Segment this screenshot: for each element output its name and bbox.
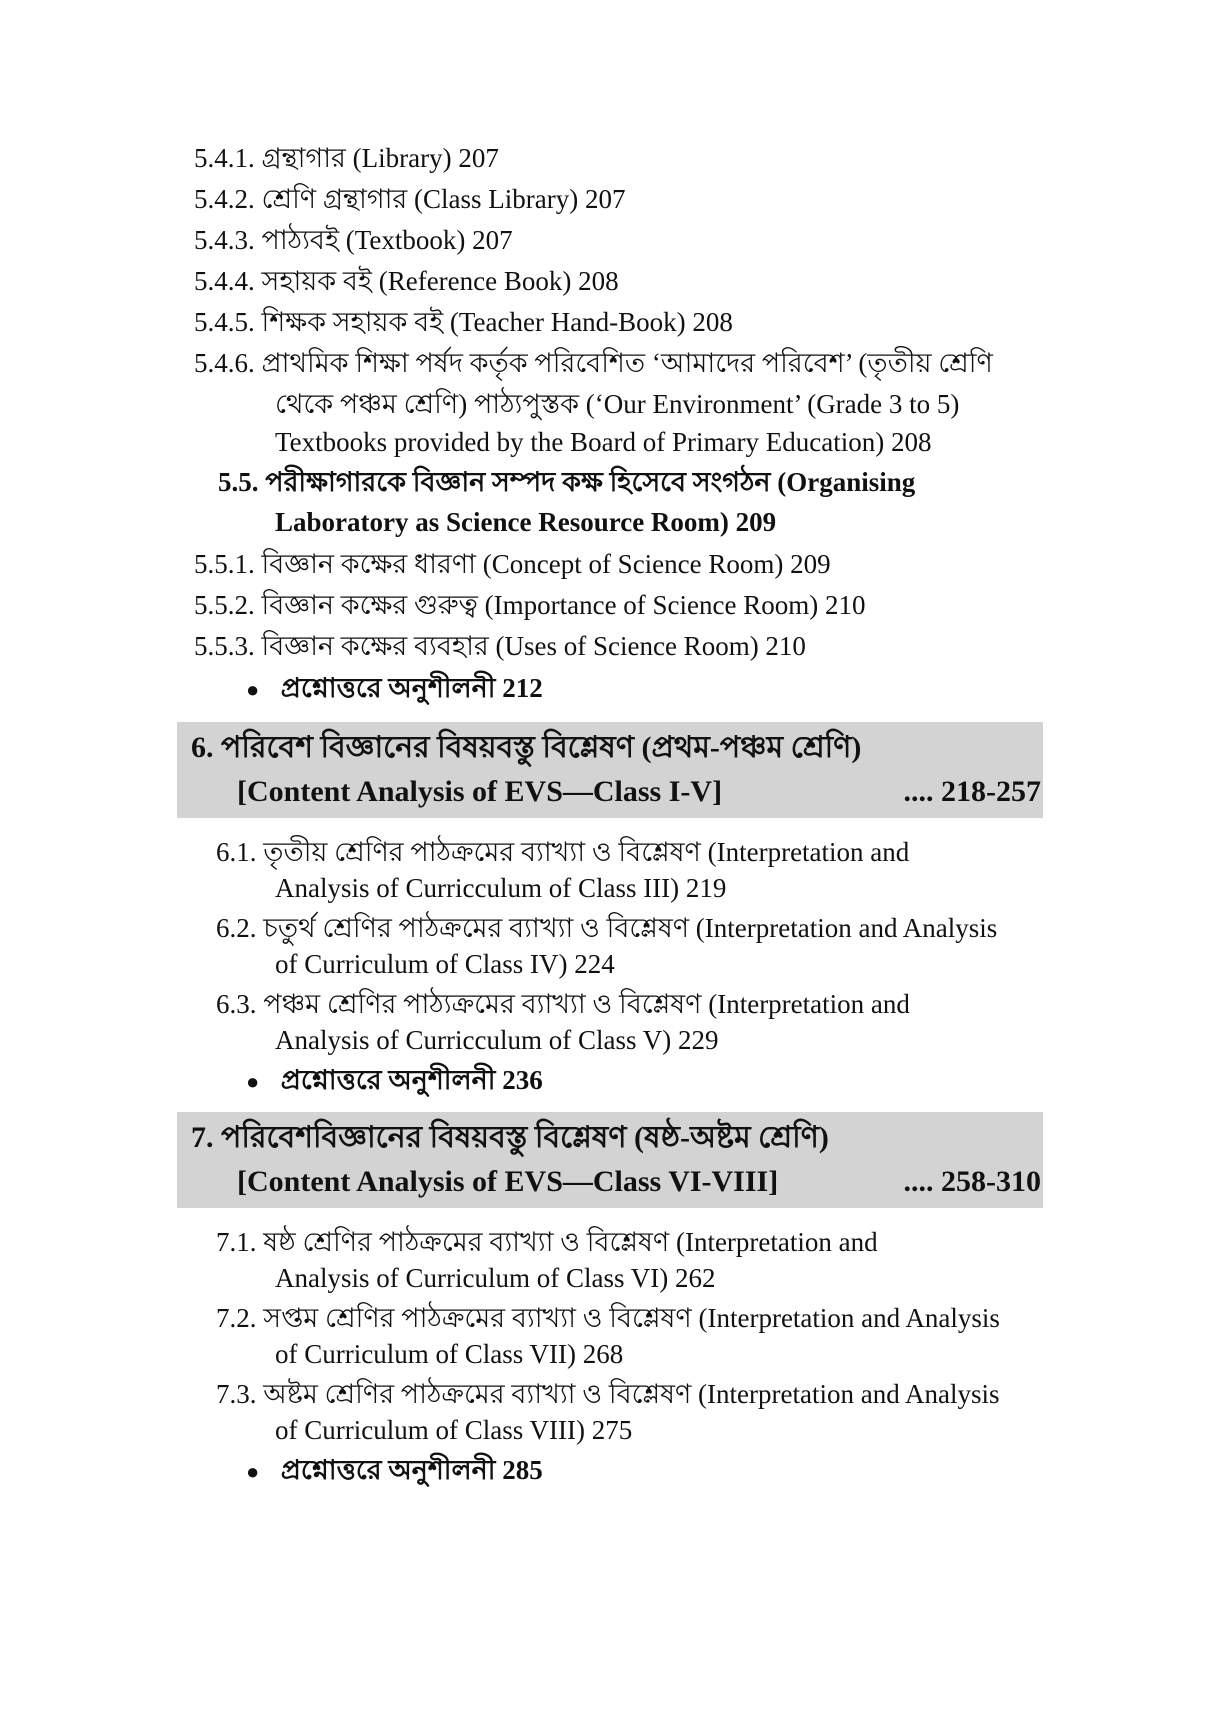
entry-text: সহায়ক বই (Reference Book) 208 [261, 266, 619, 296]
entry-text-line-1: ষষ্ঠ শ্রেণির পাঠক্রমের ব্যাখ্যা ও বিশ্লেষণ (Interpretation and [263, 1227, 878, 1257]
toc-entry-5-4-2 [194, 181, 625, 217]
toc-entry-5-4-1 [194, 140, 499, 176]
entry-number: 5.5.2. [194, 590, 255, 620]
entry-number: 6.2. [216, 913, 257, 943]
entry-text: পাঠ্যবই (Textbook) 207 [261, 225, 513, 255]
entry-number: 5.4.5. [194, 307, 255, 337]
toc-entry-5-4-4 [194, 263, 619, 299]
entry-text: বিজ্ঞান কক্ষের ধারণা (Concept of Science Room) 209 [261, 549, 831, 579]
toc-entry-5-4-6-cont-1: থেকে পঞ্চম শ্রেণি) পাঠ্যপুস্তক (‘Our Environment’ (Grade 3 to 5) [275, 389, 960, 419]
toc-entry-7-2-cont: of Curriculum of Class VII) 268 [275, 1339, 624, 1369]
entry-text-line-1: তৃতীয় শ্রেণির পাঠক্রমের ব্যাখ্যা ও বিশ্লেষণ (Interpretation and [263, 837, 910, 867]
entry-number: 7.3. [216, 1379, 257, 1409]
chapter-7-title-en: [Content Analysis of EVS—Class VI-VIII] [237, 1165, 779, 1198]
chapter-6-page-range: .... 218-257 [903, 775, 1041, 808]
entry-text-line-1: সপ্তম শ্রেণির পাঠক্রমের ব্যাখ্যা ও বিশ্লেষণ (Interpretation and Analysis [263, 1303, 1000, 1333]
toc-entry-6-1 [216, 834, 909, 870]
section-number: 5.5. [218, 467, 259, 497]
entry-text: গ্রন্থাগার (Library) 207 [261, 143, 499, 173]
entry-number: 5.4.3. [194, 225, 255, 255]
section-heading-5-5-cont: Laboratory as Science Resource Room) 209 [275, 507, 777, 537]
chapter-6-title-en: [Content Analysis of EVS—Class I-V] [237, 775, 723, 808]
entry-text-line-1: অষ্টম শ্রেণির পাঠক্রমের ব্যাখ্যা ও বিশ্লেষণ (Interpretation and Analysis [263, 1379, 1000, 1409]
entry-number: 7.1. [216, 1227, 257, 1257]
entry-text-line-1: পঞ্চম শ্রেণির পাঠ্যক্রমের ব্যাখ্যা ও বিশ্লেষণ (Interpretation and [263, 989, 910, 1019]
toc-entry-7-1-cont: Analysis of Curriculum of Class VI) 262 [275, 1263, 716, 1293]
toc-entry-6-3-cont: Analysis of Curricculum of Class V) 229 [275, 1025, 719, 1055]
exercise-entry-7 [246, 1452, 543, 1490]
entry-number: 5.4.1. [194, 143, 255, 173]
entry-text-line-1: চতুর্থ শ্রেণির পাঠক্রমের ব্যাখ্যা ও বিশ্লেষণ (Interpretation and Analysis [263, 913, 998, 943]
section-heading-5-5 [218, 464, 915, 500]
entry-text: শ্রেণি গ্রন্থাগার (Class Library) 207 [261, 184, 626, 214]
toc-entry-6-2 [216, 910, 997, 946]
entry-text: শিক্ষক সহায়ক বই (Teacher Hand-Book) 208 [261, 307, 733, 337]
chapter-7-page-range: .... 258-310 [903, 1165, 1041, 1198]
entry-number: 5.4.2. [194, 184, 255, 214]
bullet-icon: ● [246, 677, 260, 702]
chapter-7-title-bn: 7. পরিবেশবিজ্ঞানের বিষয়বস্তু বিশ্লেষণ (ষষ্ঠ-অষ্টম শ্রেণি) [191, 1121, 829, 1154]
chapter-6-title-bn: 6. পরিবেশ বিজ্ঞানের বিষয়বস্তু বিশ্লেষণ (প্রথম-পঞ্চম শ্রেণি) [191, 731, 862, 764]
toc-entry-7-2 [216, 1300, 1000, 1336]
entry-text: বিজ্ঞান কক্ষের গুরুত্ব (Importance of Science Room) 210 [261, 590, 866, 620]
entry-number: 5.4.6. [194, 348, 255, 378]
chapter-7-heading [177, 1112, 1043, 1208]
exercise-text: প্রশ্নোত্তরে অনুশীলনী 285 [280, 1455, 543, 1485]
entry-number: 6.3. [216, 989, 257, 1019]
toc-entry-5-5-1 [194, 546, 831, 582]
entry-number: 5.5.1. [194, 549, 255, 579]
toc-entry-7-3-cont: of Curriculum of Class VIII) 275 [275, 1415, 633, 1445]
toc-entry-5-4-5 [194, 304, 733, 340]
toc-entry-7-3 [216, 1376, 999, 1412]
bullet-icon: ● [246, 1459, 260, 1484]
exercise-entry-5 [246, 670, 543, 708]
section-title-line-1: পরীক্ষাগারকে বিজ্ঞান সম্পদ কক্ষ হিসেবে সংগঠন (Organising [265, 467, 916, 497]
entry-number: 5.5.3. [194, 631, 255, 661]
entry-number: 7.2. [216, 1303, 257, 1333]
exercise-text: প্রশ্নোত্তরে অনুশীলনী 236 [280, 1065, 543, 1095]
toc-entry-5-4-6-cont-2: Textbooks provided by the Board of Primary Education) 208 [275, 427, 932, 457]
toc-entry-5-4-3 [194, 222, 513, 258]
entry-text: বিজ্ঞান কক্ষের ব্যবহার (Uses of Science Room) 210 [261, 631, 806, 661]
exercise-text: প্রশ্নোত্তরে অনুশীলনী 212 [280, 673, 543, 703]
entry-number: 6.1. [216, 837, 257, 867]
entry-number: 5.4.4. [194, 266, 255, 296]
toc-entry-5-5-2 [194, 587, 866, 623]
toc-entry-6-2-cont: of Curriculum of Class IV) 224 [275, 949, 615, 979]
toc-entry-6-1-cont: Analysis of Curricculum of Class III) 219 [275, 873, 727, 903]
toc-entry-7-1 [216, 1224, 878, 1260]
toc-entry-6-3 [216, 986, 910, 1022]
bullet-icon: ● [246, 1069, 260, 1094]
chapter-6-heading [177, 722, 1043, 818]
toc-entry-5-4-6 [194, 345, 993, 381]
toc-entry-5-5-3 [194, 628, 806, 664]
entry-text-line-1: প্রাথমিক শিক্ষা পর্ষদ কর্তৃক পরিবেশিত ‘আমাদের পরিবেশ’ (তৃতীয় শ্রেণি [261, 348, 993, 378]
exercise-entry-6 [246, 1062, 543, 1100]
